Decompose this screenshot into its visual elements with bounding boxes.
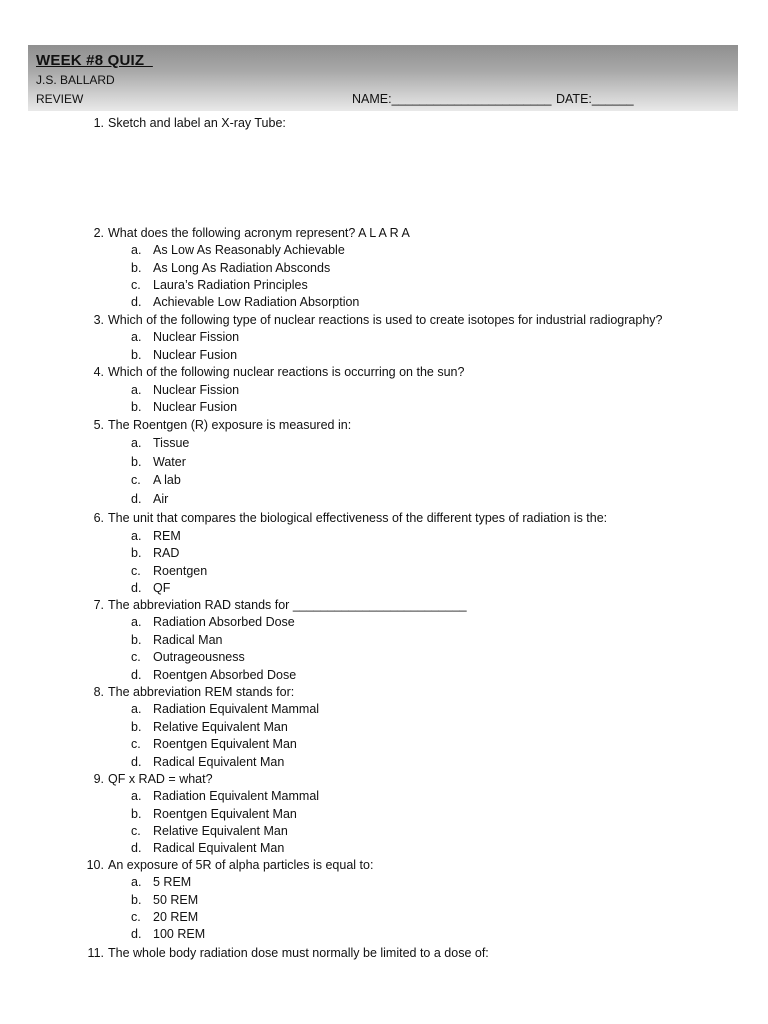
option-letter: a.: [131, 789, 142, 804]
question-5: [93, 418, 352, 432]
question-4: [93, 365, 465, 379]
answer-option: [131, 841, 285, 856]
option-text: Roentgen Equivalent Man: [153, 737, 297, 752]
option-text: REM: [153, 528, 181, 543]
question-number: 1.: [93, 116, 104, 130]
quiz-title: WEEK #8 QUIZ_: [36, 52, 153, 69]
question-number: 7.: [93, 598, 104, 612]
option-text: Radiation Equivalent Mammal: [153, 789, 320, 804]
question-text: The unit that compares the biological effectiveness of the different types of radiation is the:: [108, 511, 608, 525]
answer-option: [131, 806, 297, 821]
answer-option: [131, 347, 238, 362]
option-text: Outrageousness: [153, 650, 245, 665]
option-text: A lab: [153, 473, 181, 488]
question-text: An exposure of 5R of alpha particles is equal to:: [108, 858, 374, 872]
question-11: [87, 946, 489, 960]
question-number: 5.: [93, 418, 104, 432]
author-name: J.S. BALLARD: [36, 73, 115, 87]
option-text: As Low As Reasonably Achievable: [153, 243, 345, 258]
answer-option: [131, 615, 295, 630]
review-label: REVIEW: [36, 92, 84, 106]
answer-option: [131, 927, 206, 942]
option-letter: c.: [131, 563, 141, 578]
option-text: Nuclear Fusion: [153, 400, 238, 415]
option-letter: b.: [131, 719, 142, 734]
option-letter: c.: [131, 823, 141, 838]
option-letter: d.: [131, 754, 142, 769]
answer-option: [131, 892, 199, 907]
question-number: 6.: [93, 511, 104, 525]
question-number: 2.: [93, 226, 104, 240]
option-text: 20 REM: [153, 909, 199, 924]
option-text: Tissue: [153, 436, 190, 451]
option-text: 5 REM: [153, 875, 192, 890]
answer-option: [131, 875, 192, 890]
date-field: DATE:______: [556, 92, 634, 106]
option-letter: a.: [131, 436, 142, 451]
option-text: RAD: [153, 546, 180, 561]
question-8: [93, 685, 295, 699]
option-text: As Long As Radiation Absconds: [153, 260, 331, 275]
answer-option: [131, 436, 190, 451]
question-6: [93, 511, 608, 525]
answer-option: [131, 737, 297, 752]
answer-option: [131, 823, 288, 838]
option-text: Nuclear Fusion: [153, 347, 238, 362]
option-text: Roentgen: [153, 563, 208, 578]
option-letter: c.: [131, 473, 141, 488]
answer-option: [131, 650, 245, 665]
question-number: 8.: [93, 685, 104, 699]
option-text: Radical Equivalent Man: [153, 754, 285, 769]
question-text: QF x RAD = what?: [108, 772, 213, 786]
answer-option: [131, 243, 345, 258]
option-letter: b.: [131, 260, 142, 275]
option-text: QF: [153, 581, 171, 596]
answer-option: [131, 528, 181, 543]
option-text: Water: [153, 454, 186, 469]
option-letter: d.: [131, 927, 142, 942]
answer-option: [131, 473, 181, 488]
answer-option: [131, 295, 360, 310]
option-text: 100 REM: [153, 927, 206, 942]
option-letter: a.: [131, 702, 142, 717]
question-2: [93, 226, 410, 240]
question-3: [93, 313, 663, 327]
option-letter: b.: [131, 400, 142, 415]
option-letter: b.: [131, 546, 142, 561]
option-letter: c.: [131, 277, 141, 292]
question-10: [86, 858, 374, 872]
option-letter: d.: [131, 841, 142, 856]
option-text: Relative Equivalent Man: [153, 719, 288, 734]
option-letter: b.: [131, 806, 142, 821]
option-text: Laura’s Radiation Principles: [153, 277, 308, 292]
answer-option: [131, 581, 171, 596]
question-9: [93, 772, 213, 786]
answer-option: [131, 719, 288, 734]
option-letter: c.: [131, 909, 141, 924]
option-text: Radiation Equivalent Mammal: [153, 702, 320, 717]
option-letter: a.: [131, 528, 142, 543]
question-1: [93, 116, 286, 130]
question-text: Which of the following type of nuclear reactions is used to create isotopes for industrial radiography?: [108, 313, 663, 327]
option-letter: b.: [131, 347, 142, 362]
answer-option: [131, 330, 240, 345]
question-text: Which of the following nuclear reactions is occurring on the sun?: [108, 365, 465, 379]
question-number: 11.: [87, 946, 104, 960]
answer-option: [131, 277, 308, 292]
answer-option: [131, 454, 186, 469]
option-text: Radical Equivalent Man: [153, 841, 285, 856]
question-text: Sketch and label an X-ray Tube:: [108, 116, 286, 130]
option-text: Radical Man: [153, 632, 223, 647]
question-text: The Roentgen (R) exposure is measured in:: [108, 418, 352, 432]
answer-option: [131, 754, 285, 769]
question-number: 9.: [93, 772, 104, 786]
option-letter: a.: [131, 330, 142, 345]
option-letter: a.: [131, 243, 142, 258]
option-text: Radiation Absorbed Dose: [153, 615, 295, 630]
question-text: The whole body radiation dose must normally be limited to a dose of:: [108, 946, 489, 960]
question-number: 4.: [93, 365, 104, 379]
option-text: Roentgen Equivalent Man: [153, 806, 297, 821]
option-text: Achievable Low Radiation Absorption: [153, 295, 360, 310]
option-letter: d.: [131, 667, 142, 682]
answer-option: [131, 563, 208, 578]
option-letter: a.: [131, 382, 142, 397]
option-letter: c.: [131, 650, 141, 665]
answer-option: [131, 260, 331, 275]
answer-option: [131, 702, 320, 717]
answer-option: [131, 491, 169, 506]
option-letter: b.: [131, 892, 142, 907]
name-field: NAME:_______________________: [352, 92, 552, 106]
option-letter: d.: [131, 295, 142, 310]
option-text: 50 REM: [153, 892, 199, 907]
option-letter: a.: [131, 615, 142, 630]
question-text: The abbreviation REM stands for:: [108, 685, 295, 699]
answer-option: [131, 400, 238, 415]
option-letter: d.: [131, 581, 142, 596]
question-7: [93, 598, 467, 612]
option-text: Air: [153, 491, 169, 506]
option-letter: b.: [131, 632, 142, 647]
option-letter: b.: [131, 454, 142, 469]
option-text: Nuclear Fission: [153, 330, 240, 345]
answer-option: [131, 789, 320, 804]
answer-option: [131, 909, 199, 924]
option-text: Roentgen Absorbed Dose: [153, 667, 297, 682]
answer-option: [131, 632, 223, 647]
answer-option: [131, 546, 180, 561]
question-text: The abbreviation RAD stands for _________________________: [108, 598, 467, 612]
question-number: 3.: [93, 313, 104, 327]
option-text: Relative Equivalent Man: [153, 823, 288, 838]
option-letter: a.: [131, 875, 142, 890]
answer-option: [131, 667, 297, 682]
option-text: Nuclear Fission: [153, 382, 240, 397]
option-letter: d.: [131, 491, 142, 506]
answer-option: [131, 382, 240, 397]
question-number: 10.: [86, 858, 104, 872]
question-text: What does the following acronym represent? A L A R A: [108, 226, 410, 240]
option-letter: c.: [131, 737, 141, 752]
